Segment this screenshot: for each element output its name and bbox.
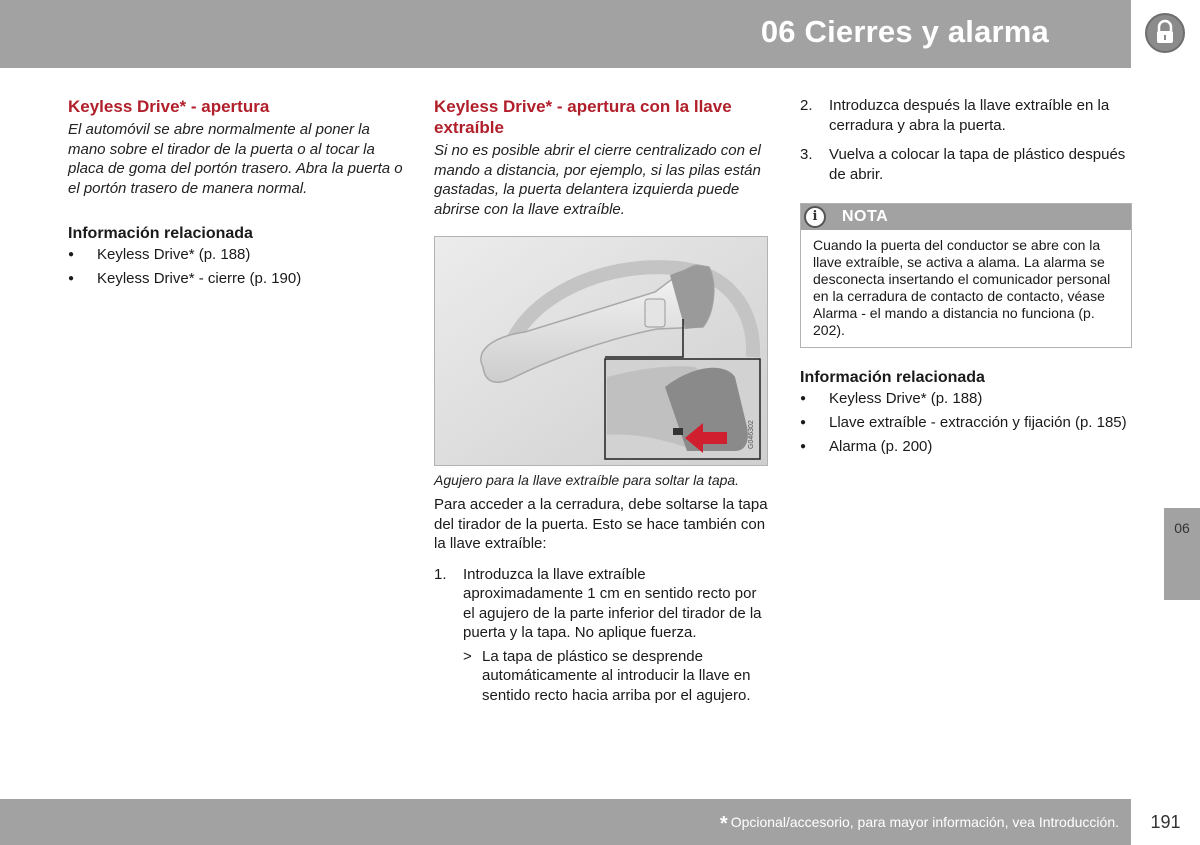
section-intro: El automóvil se abre normalmente al poner la mano sobre el tirador de la puerta o al tocar la placa de goma del portón trasero. Abra la puerta o el portón trasero de manera normal.	[68, 121, 403, 197]
procedure-steps	[434, 565, 768, 706]
result-marker: >	[463, 647, 472, 665]
step-result	[463, 647, 768, 706]
section-heading-keyless-apertura: Keyless Drive* - apertura	[68, 97, 270, 116]
note-title: NOTA	[842, 208, 889, 225]
step-item	[434, 565, 768, 706]
info-icon: i	[804, 206, 826, 228]
step-item	[800, 145, 1132, 184]
door-handle-figure	[434, 236, 768, 466]
related-link[interactable]: ● Keyless Drive* (p. 188)	[68, 245, 403, 264]
procedure-steps-continued	[800, 96, 1132, 184]
note-header	[801, 204, 1131, 230]
note-box	[800, 203, 1132, 348]
figure-code: G046302	[748, 420, 755, 449]
section-intro: Si no es posible abrir el cierre centralizado con el mando a distancia, por ejemplo, si las pilas están gastadas, la puerta delantera izquierda puede abrirse con la llave extraíble.	[434, 142, 761, 218]
step-item	[800, 96, 1132, 135]
related-link[interactable]: ● Keyless Drive* - cierre (p. 190)	[68, 269, 403, 288]
page-number: 191	[1131, 799, 1200, 845]
section-heading-apertura-llave: Keyless Drive* - apertura con la llave extraíble	[434, 97, 732, 137]
asterisk-marker: *	[719, 813, 728, 835]
chapter-tab: 06	[1164, 508, 1200, 600]
step-number: 1.	[434, 565, 447, 583]
step-text: Introduzca después la llave extraíble en la cerradura y abra la puerta.	[829, 97, 1110, 134]
chapter-title: 06 Cierres y alarma	[760, 14, 1049, 49]
figure-caption: Agujero para la llave extraíble para soltar la tapa.	[434, 472, 740, 488]
footer-note-text: Opcional/accesorio, para mayor información, vea Introducción.	[730, 814, 1119, 830]
related-link[interactable]: ● Llave extraíble - extracción y fijación (p. 185)	[800, 413, 1132, 432]
step-number: 2.	[800, 97, 813, 114]
column-2	[434, 96, 768, 715]
page-header	[0, 0, 1131, 68]
note-text: Cuando la puerta del conductor se abre con la llave extraíble, se activa a alama. La alarma se desconecta insertando el comunicador personal en la cerradura de contacto de contacto, véase Alarma - el mando a distancia no funciona (p. 202).	[813, 237, 1111, 338]
related-link[interactable]: ● Keyless Drive* (p. 188)	[800, 389, 1132, 408]
related-info-heading: Información relacionada	[68, 225, 253, 242]
step-text: Vuelva a colocar la tapa de plástico después de abrir.	[829, 146, 1126, 183]
related-info-list	[68, 245, 403, 288]
result-text: La tapa de plástico se desprende automáticamente al introducir la llave en sentido recto hacia arriba por el agujero.	[482, 647, 751, 704]
related-link[interactable]: ● Alarma (p. 200)	[800, 437, 1132, 456]
footer-note	[720, 813, 1119, 836]
lock-icon	[1145, 13, 1185, 53]
page-footer	[0, 799, 1131, 845]
column-3	[800, 96, 1132, 461]
related-info-list	[800, 389, 1132, 456]
body-paragraph: Para acceder a la cerradura, debe soltarse la tapa del tirador de la puerta. Esto se hace también con la llave extraíble:	[434, 496, 768, 552]
column-1	[68, 96, 403, 293]
door-handle-illustration	[435, 237, 767, 465]
step-text: Introduzca la llave extraíble aproximadamente 1 cm en sentido recto por el agujero de la parte inferior del tirador de la puerta y la tapa. No aplique fuerza.	[463, 565, 762, 641]
step-number: 3.	[800, 146, 813, 163]
related-info-heading: Información relacionada	[800, 369, 985, 386]
